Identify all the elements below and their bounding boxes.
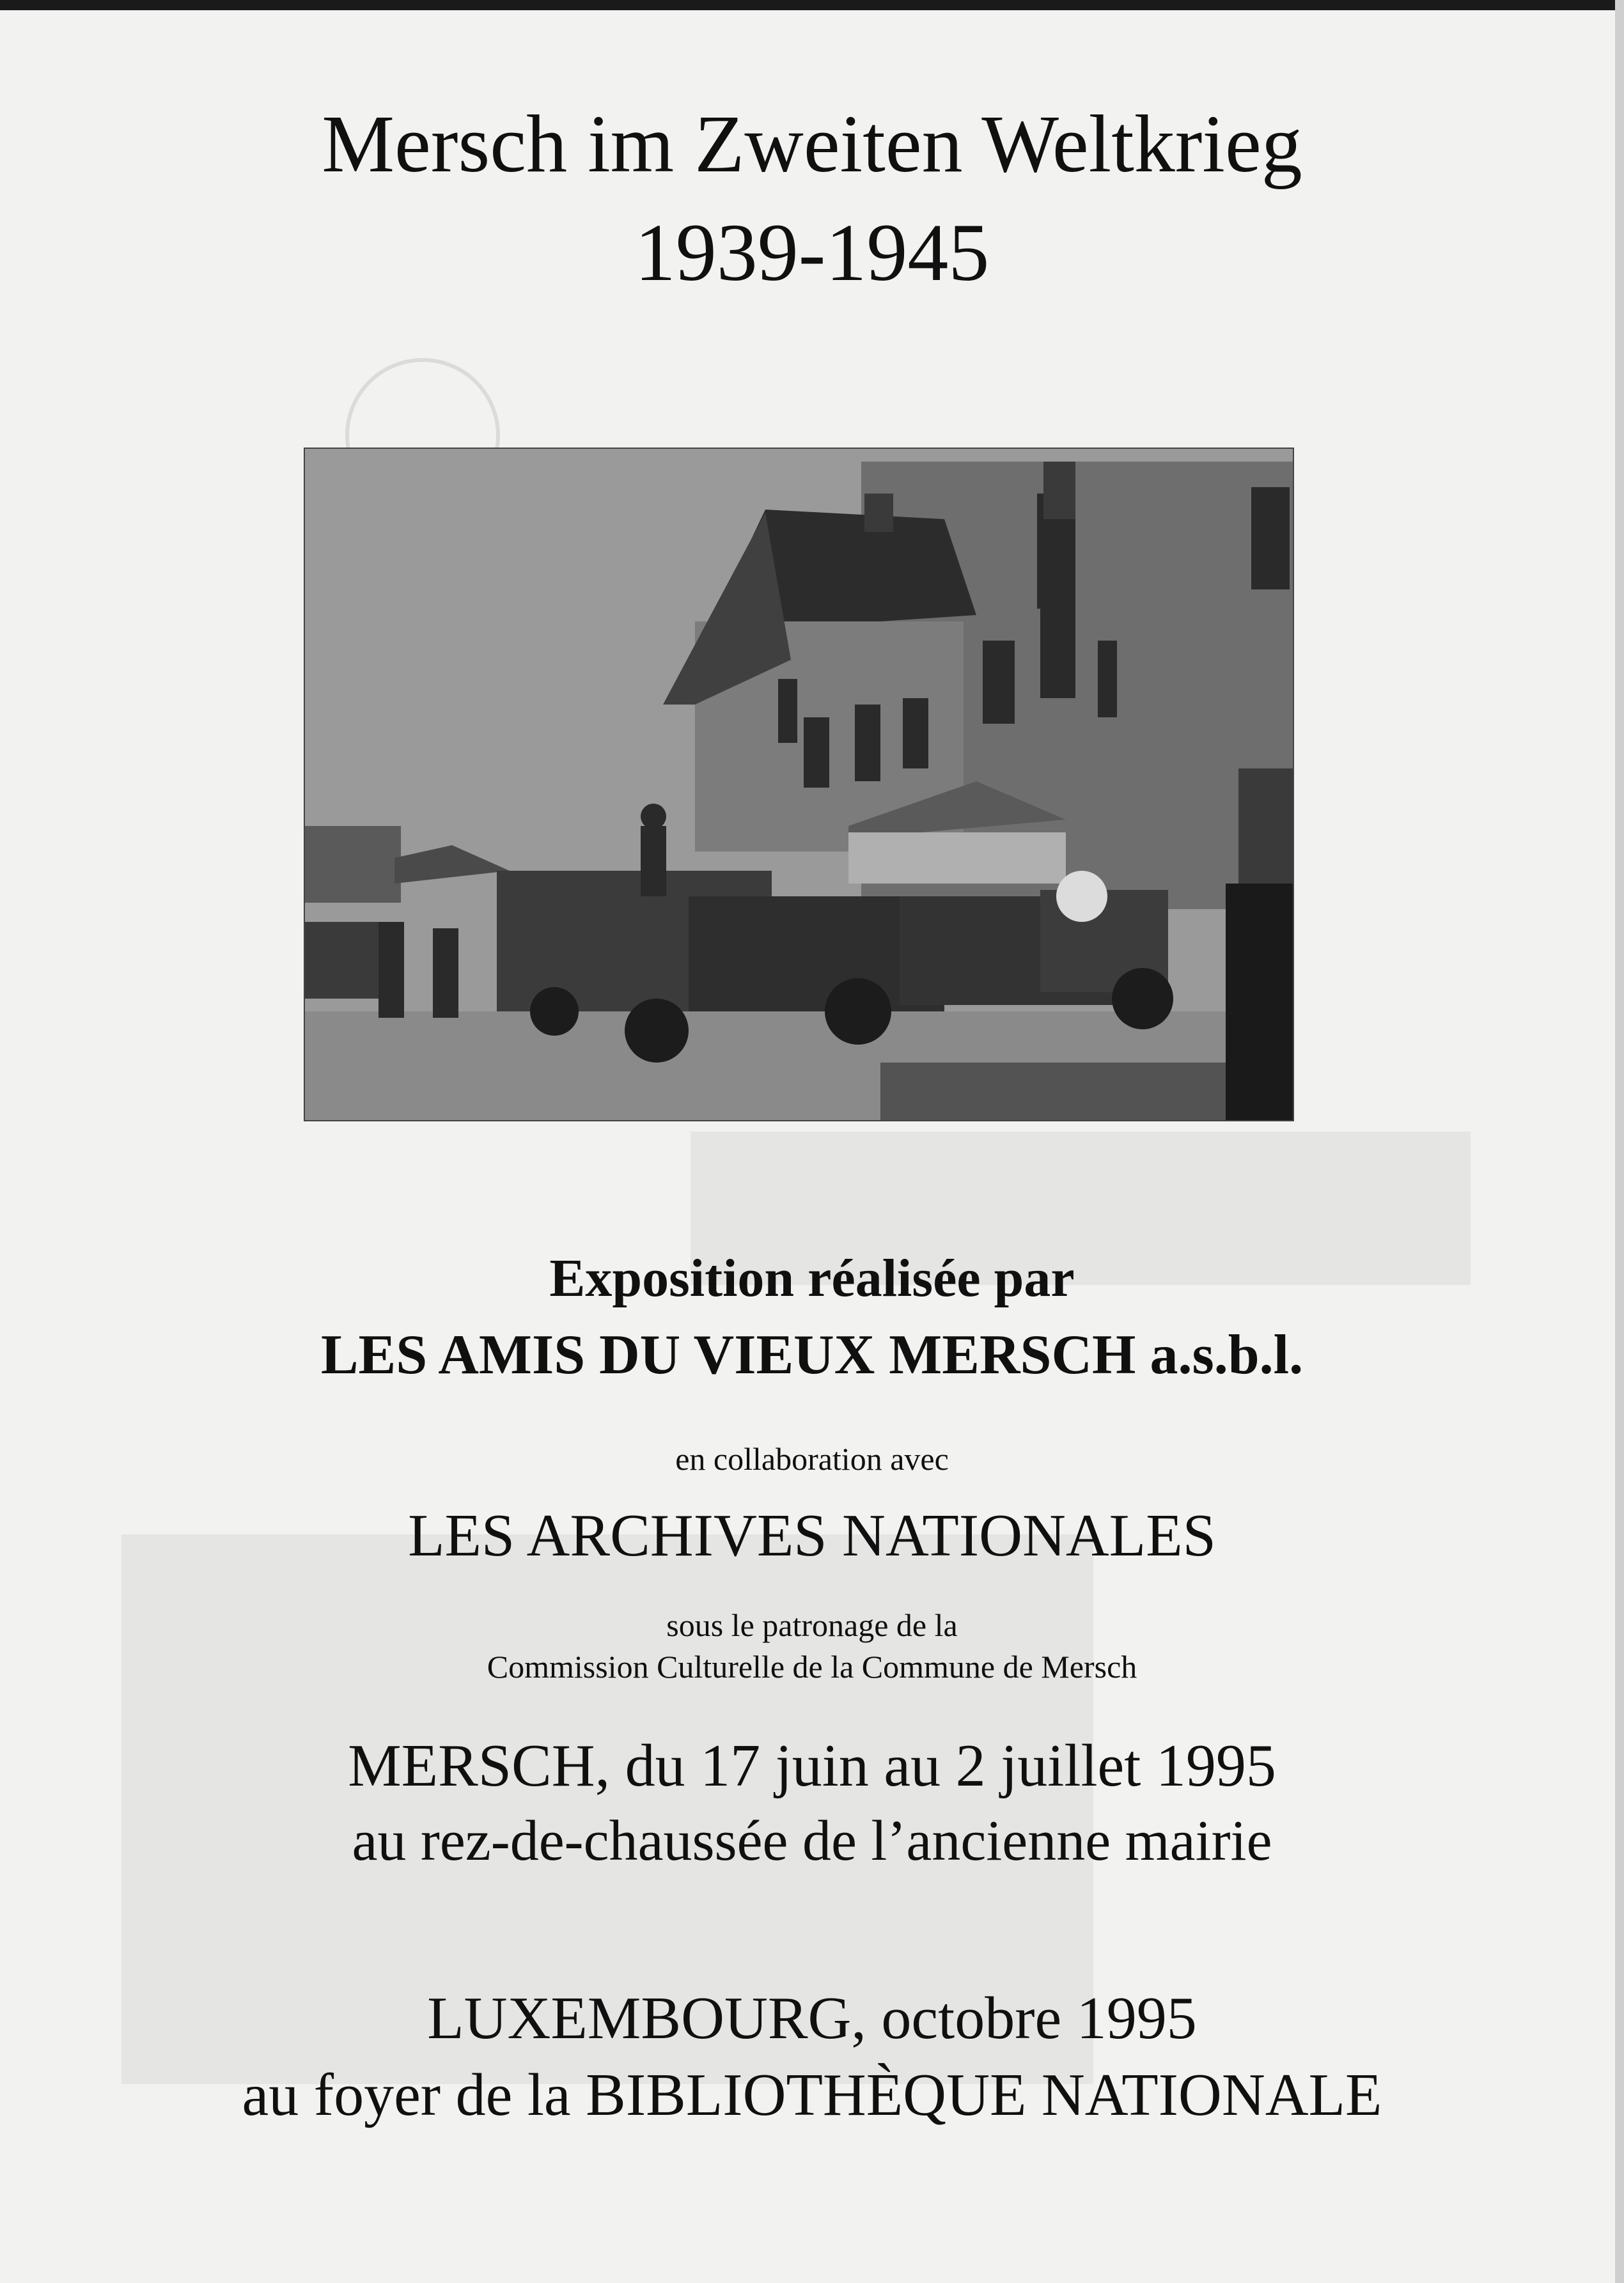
organizer-name: LES AMIS DU VIEUX MERSCH a.s.b.l. [320,1324,1304,1386]
scan-right-edge [1615,0,1624,2283]
mersch-venue: au rez-de-chaussée de l’ancienne mairie [352,1809,1272,1873]
patronage-label: sous le patronage de la [666,1607,958,1643]
collaboration-label: en collaboration avec [675,1441,949,1477]
document-title-years: 1939-1945 [634,207,990,298]
partner-name: LES ARCHIVES NATIONALES [408,1502,1216,1569]
mersch-dates: MERSCH, du 17 juin au 2 juillet 1995 [348,1733,1276,1799]
document-title: Mersch im Zweiten Weltkrieg [322,98,1302,189]
wwii-photo [304,448,1294,1121]
luxembourg-venue: au foyer de la BIBLIOTHÈQUE NATIONALE [242,2062,1382,2128]
scan-top-edge [0,0,1624,10]
patronage-body: Commission Culturelle de la Commune de Mersch [487,1649,1137,1685]
luxembourg-date: LUXEMBOURG, octobre 1995 [427,1985,1197,2052]
exposition-line: Exposition réalisée par [549,1249,1075,1308]
